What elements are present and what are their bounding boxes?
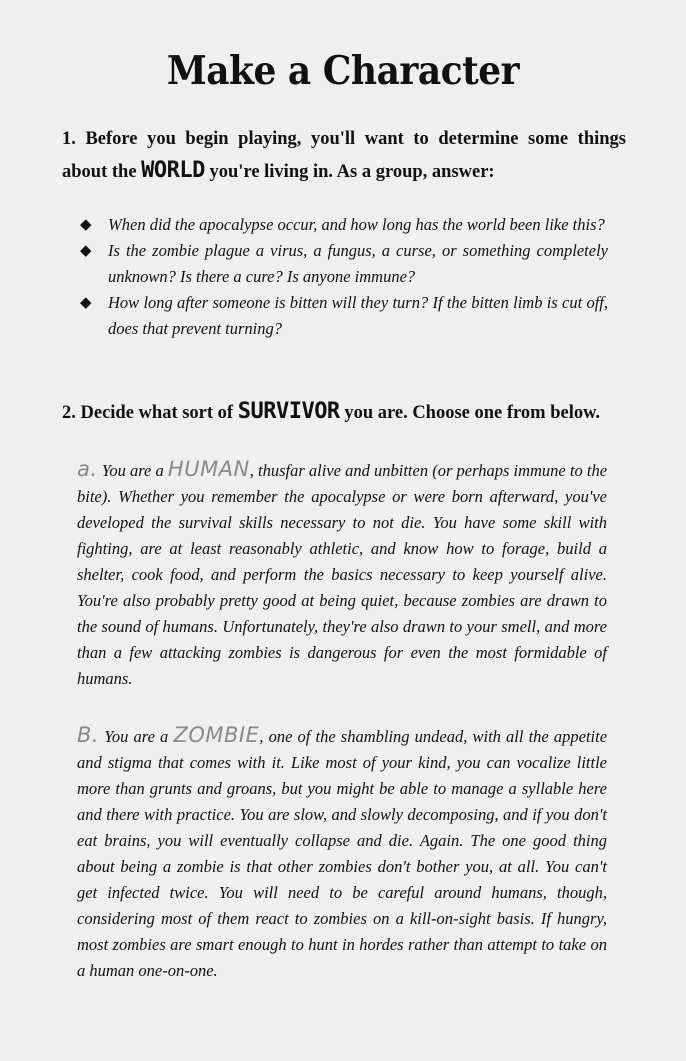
step-2-text-after: you are. Choose one from below. <box>344 403 601 423</box>
step-2-text-before: Decide what sort of <box>80 403 234 423</box>
option-intro: You are a <box>101 461 164 480</box>
step-2-paragraph <box>62 396 626 429</box>
diamond-bullet-icon: ◆ <box>80 295 92 311</box>
option-intro: You are a <box>104 727 169 746</box>
question-text: How long after someone is bitten will they turn? If the bitten limb is cut off, does that prevent turning? <box>108 293 608 338</box>
step-1-paragraph <box>62 124 626 188</box>
step-1-text-after: you're living in. As a group, answer: <box>209 162 495 182</box>
option-zombie-paragraph <box>77 722 607 984</box>
option-human-paragraph <box>77 456 607 692</box>
step-1-keyword: WORLD <box>141 158 205 183</box>
list-item <box>78 238 608 290</box>
list-item <box>78 290 608 342</box>
step-2-number: 2. <box>62 403 76 423</box>
option-keyword: HUMAN <box>167 457 250 481</box>
option-letter: B. <box>77 723 100 747</box>
world-questions-list <box>78 212 608 342</box>
option-letter: a. <box>77 457 98 481</box>
question-text: Is the zombie plague a virus, a fungus, a curse, or something completely unknown? Is there a cure? Is anyone immune? <box>108 241 608 286</box>
step-1-text-before: Before you begin playing, you'll want to determine some things about the <box>62 129 627 182</box>
page-title: Make a Character <box>166 47 520 95</box>
option-text: , one of the shambling undead, with all the appetite and stigma that comes with it. Like most of your kind, you can vocalize little more than grunts and groans, but you might be able to manage a syllable here and there with practice. You are slow, and slowly decomposing, and if you don't eat brains, you will eventually collapse and die. Again. The one good thing about being a zombie is that other zombies don't bother you, at all. You can't get infected twice. You will need to be careful around humans, though, considering most of them react to zombies on a kill-on-sight basis. If hungry, most zombies are smart enough to hunt in hordes rather than attempt to take on a human one-on-one. <box>77 727 608 980</box>
step-2-keyword: SURVIVOR <box>237 399 340 424</box>
question-text: When did the apocalypse occur, and how long has the world been like this? <box>108 215 605 234</box>
step-1-number: 1. <box>62 129 76 149</box>
diamond-bullet-icon: ◆ <box>80 217 92 233</box>
option-text: , thusfar alive and unbitten (or perhaps immune to the bite). Whether you remember the apocalypse or were born afterward, you've developed the survival skills necessary to not die. You have some skill with fighting, are at least reasonably athletic, and know how to forage, build a shelter, cook food, and perform the basics necessary to keep yourself alive. You're also probably pretty good at being quiet, because zombies are drawn to the sound of humans. Unfortunately, they're also drawn to your smell, and more than a few attacking zombies is dangerous for even the most formidable of humans. <box>77 461 608 688</box>
diamond-bullet-icon: ◆ <box>80 243 92 259</box>
list-item <box>78 212 608 238</box>
option-keyword: ZOMBIE <box>173 723 260 747</box>
